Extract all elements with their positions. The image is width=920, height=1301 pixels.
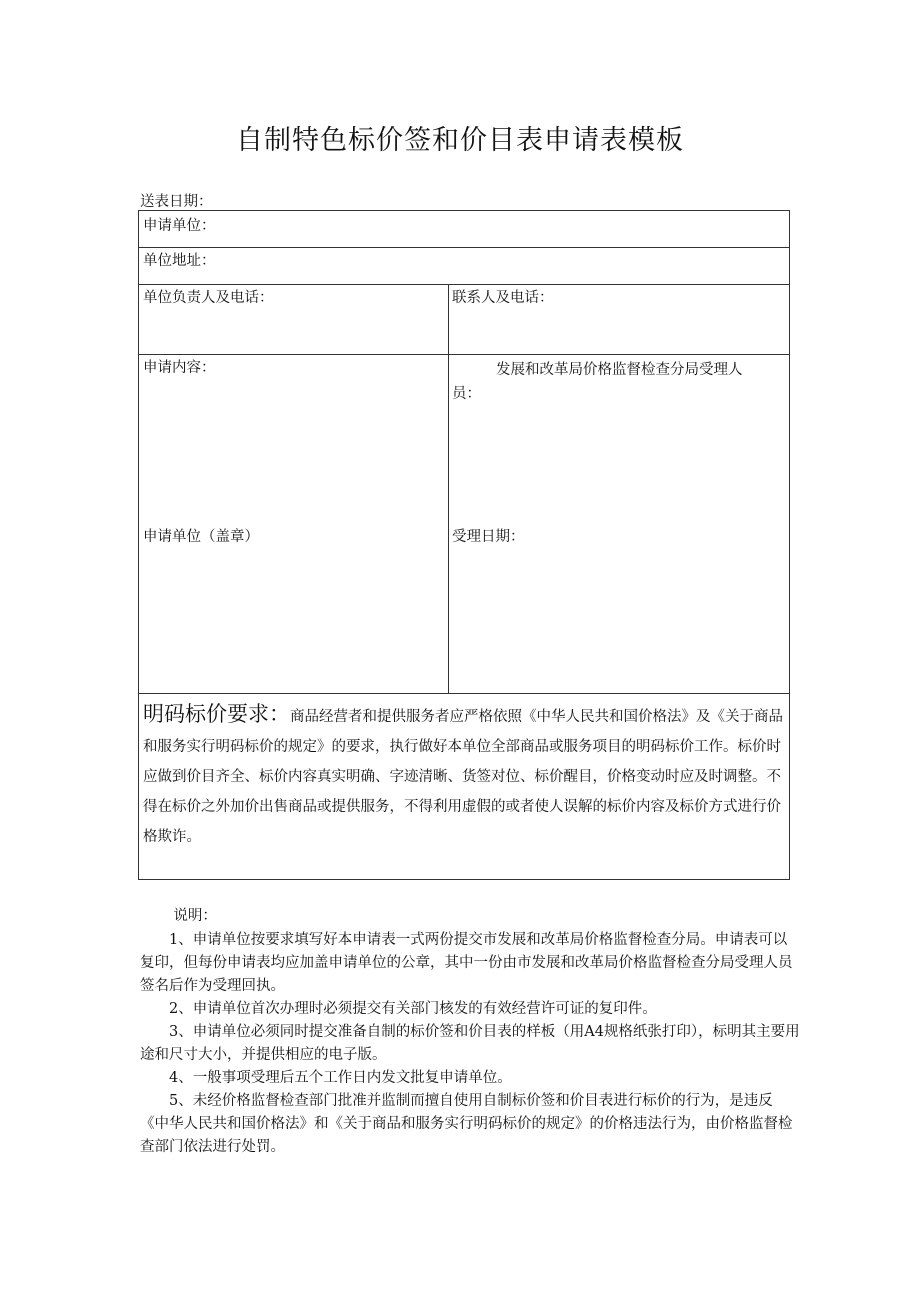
- reviewer-label-line1: 发展和改革局价格监督检查分局受理人: [496, 362, 743, 378]
- notes-title: 说明：: [173, 908, 217, 924]
- notes-section: [140, 905, 800, 1159]
- reviewer-label-line2[interactable]: 员：: [452, 386, 481, 402]
- note-item: 2、申请单位首次办理时必须提交有关部门核发的有效经营许可证的复印件。: [169, 1001, 657, 1017]
- row-divider: [139, 693, 789, 694]
- application-form-table: [138, 210, 790, 880]
- row-divider: [139, 354, 789, 355]
- requirements-section: [143, 699, 785, 852]
- application-content-field[interactable]: 申请内容：: [143, 360, 216, 376]
- note-item: 4、一般事项受理后五个工作日内发文批复申请单位。: [169, 1070, 512, 1086]
- applicant-unit-field[interactable]: 申请单位：: [143, 218, 216, 234]
- note-item: 1、申请单位按要求填写好本申请表一式两份提交市发展和改革局价格监督检查分局。申请表可以复印，但每份申请表均应加盖申请单位的公章，其中一份由市发展和改革局价格监督检查分局受理人员签名后作为受理回执。: [140, 932, 793, 994]
- note-item: 5、未经价格监督检查部门批准并监制而擅自使用自制标价签和价目表进行标价的行为，是违反《中华人民共和国价格法》和《关于商品和服务实行明码标价的规定》的价格违法行为，由价格监督检查部门依法进行处罚。: [140, 1093, 793, 1155]
- column-divider: [448, 284, 449, 693]
- row-divider: [139, 247, 789, 248]
- requirements-text: 商品经营者和提供服务者应严格依照《中华人民共和国价格法》及《关于商品和服务实行明码标价的规定》的要求，执行做好本单位全部商品或服务项目的明码标价工作。标价时应做到价目齐全、标价内容真实明确、字迹清晰、货签对位、标价醒目，价格变动时应及时调整。不得在标价之外加价出售商品或提供服务，不得利用虚假的或者使人误解的标价内容及标价方式进行价格欺诈。: [143, 709, 783, 845]
- unit-address-field[interactable]: 单位地址：: [143, 253, 216, 269]
- page-title: 自制特色标价签和价目表申请表模板: [236, 125, 684, 156]
- responsible-person-field[interactable]: 单位负责人及电话：: [143, 290, 274, 306]
- applicant-seal-field[interactable]: 申请单位（盖章）: [143, 529, 259, 545]
- contact-person-field[interactable]: 联系人及电话：: [452, 290, 554, 306]
- requirements-title: 明码标价要求：: [143, 702, 290, 726]
- send-date-label: 送表日期：: [140, 194, 213, 210]
- row-divider: [139, 284, 789, 285]
- note-item: 3、申请单位必须同时提交准备自制的标价签和价目表的样板（用A4规格纸张打印），标明其主要用途和尺寸大小，并提供相应的电子版。: [140, 1024, 800, 1063]
- accept-date-field[interactable]: 受理日期：: [452, 529, 525, 545]
